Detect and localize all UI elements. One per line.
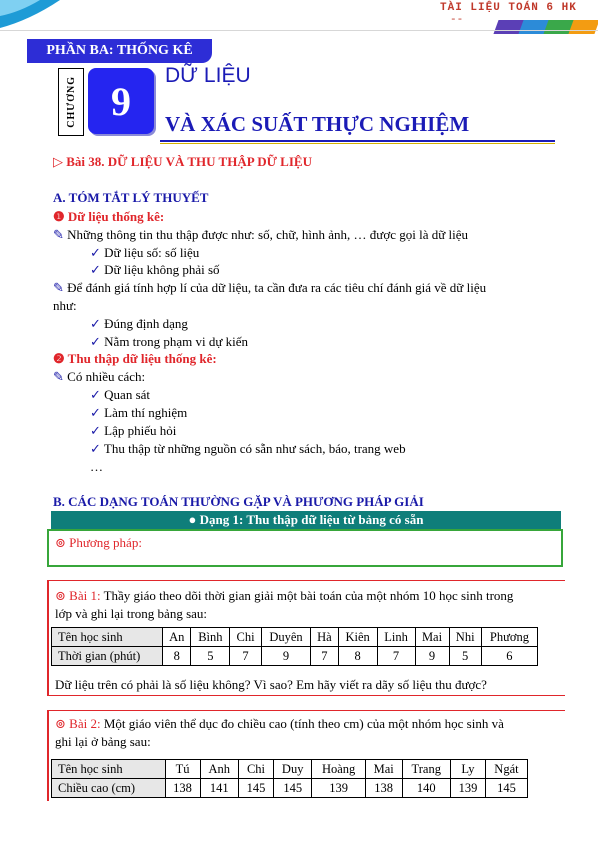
check-icon: ✓ bbox=[90, 316, 105, 331]
table-cell: 141 bbox=[200, 779, 238, 798]
item2-title: ❷ Thu thập dữ liệu thống kê: bbox=[53, 351, 217, 366]
table-cell: Hoàng bbox=[312, 760, 365, 779]
table-cell: Mai bbox=[365, 760, 402, 779]
number-two-icon: ❷ bbox=[53, 351, 68, 366]
chapter-number: 9 bbox=[88, 68, 154, 134]
check-item: ✓ Dữ liệu số: số liệu bbox=[90, 245, 200, 260]
exercise-1-question: Dữ liệu trên có phải là số liệu không? Vì sao? Em hãy viết ra dãy số liệu thu được? bbox=[55, 677, 487, 692]
table-cell: Tú bbox=[165, 760, 200, 779]
check-item: ✓ Lập phiếu hỏi bbox=[90, 423, 177, 438]
table-cell: Linh bbox=[377, 628, 415, 647]
section-b-heading: B. CÁC DẠNG TOÁN THƯỜNG GẶP VÀ PHƯƠNG PHÁP GIẢI bbox=[53, 494, 424, 509]
method-label: ⊚ Phương pháp: bbox=[55, 535, 142, 550]
table-cell: 7 bbox=[311, 647, 338, 666]
table-cell-head: Tên học sinh bbox=[52, 628, 163, 647]
table-row bbox=[52, 760, 528, 779]
table-cell: 138 bbox=[365, 779, 402, 798]
table-cell: Mai bbox=[415, 628, 449, 647]
title-underline bbox=[160, 140, 555, 142]
table-cell: 7 bbox=[377, 647, 415, 666]
table-cell: Trang bbox=[402, 760, 450, 779]
exercise-2-table bbox=[51, 759, 528, 798]
table-cell: 138 bbox=[165, 779, 200, 798]
table-cell: Ly bbox=[450, 760, 485, 779]
corner-decoration bbox=[0, 0, 80, 30]
table-cell: Chi bbox=[230, 628, 262, 647]
exercise-2-text: ⊚ Bài 2: Một giáo viên thể dục đo chiều cao (tính theo cm) của một nhóm học sinh và bbox=[55, 716, 504, 731]
part-banner: PHẦN BA: THỐNG KÊ bbox=[27, 39, 212, 63]
table-cell: 8 bbox=[338, 647, 377, 666]
table-cell: 145 bbox=[238, 779, 273, 798]
series-dashes: -- bbox=[450, 14, 464, 26]
table-row bbox=[52, 628, 538, 647]
item1-text: ✎ Những thông tin thu thập được như: số, chữ, hình ảnh, … được gọi là dữ liệu bbox=[53, 227, 468, 242]
table-cell: Chi bbox=[238, 760, 273, 779]
table-cell: 9 bbox=[261, 647, 310, 666]
table-cell: Duyên bbox=[261, 628, 310, 647]
table-cell: 9 bbox=[415, 647, 449, 666]
check-item: ✓ Dữ liệu không phải số bbox=[90, 262, 220, 277]
table-cell-head: Chiều cao (cm) bbox=[52, 779, 166, 798]
check-item: ✓ Nằm trong phạm vi dự kiến bbox=[90, 334, 249, 349]
ellipsis: … bbox=[90, 459, 103, 474]
item2-text: ✎ Có nhiều cách: bbox=[53, 369, 146, 384]
item1-text2: ✎ Để đánh giá tính hợp lí của dữ liệu, ta cần đưa ra các tiêu chí đánh giá về dữ liệu bbox=[53, 280, 487, 295]
chapter-label: CHƯƠNG bbox=[58, 68, 84, 136]
table-cell: Nhi bbox=[449, 628, 481, 647]
table-cell: Duy bbox=[273, 760, 311, 779]
table-cell: Hà bbox=[311, 628, 338, 647]
check-icon: ✓ bbox=[90, 262, 105, 277]
table-cell: Bình bbox=[191, 628, 230, 647]
check-item: ✓ Thu thập từ những nguồn có sẵn như sách, báo, trang web bbox=[90, 441, 406, 456]
check-icon: ✓ bbox=[90, 405, 105, 420]
series-title: TÀI LIỆU TOÁN 6 HK bbox=[440, 2, 577, 14]
table-cell: 5 bbox=[449, 647, 481, 666]
table-cell: 7 bbox=[230, 647, 262, 666]
exercise-1-table bbox=[51, 627, 538, 666]
table-cell: An bbox=[163, 628, 191, 647]
table-cell-head: Thời gian (phút) bbox=[52, 647, 163, 666]
spiral-icon: ⊚ bbox=[55, 716, 70, 731]
check-icon: ✓ bbox=[90, 245, 105, 260]
chapter-title-line2: VÀ XÁC SUẤT THỰC NGHIỆM bbox=[165, 112, 470, 136]
check-icon: ✓ bbox=[90, 387, 105, 402]
table-cell: Phương bbox=[481, 628, 537, 647]
pencil-icon: ✎ bbox=[53, 227, 68, 242]
check-item: ✓ Làm thí nghiệm bbox=[90, 405, 188, 420]
spiral-icon: ⊚ bbox=[55, 535, 70, 550]
table-cell: 145 bbox=[485, 779, 527, 798]
header-divider bbox=[0, 30, 598, 31]
spiral-icon: ⊚ bbox=[55, 588, 70, 603]
triangle-icon: ▷ bbox=[53, 154, 67, 169]
color-tag-orange bbox=[568, 20, 598, 34]
number-one-icon: ❶ bbox=[53, 209, 68, 224]
title-underline-gold bbox=[160, 143, 555, 144]
form-1-banner: ● Dạng 1: Thu thập dữ liệu từ bảng có sẵn bbox=[51, 511, 561, 529]
chapter-title-line1: DỮ LIỆU bbox=[165, 64, 251, 87]
exercise-1-text: ⊚ Bài 1: Thầy giáo theo dõi thời gian giải một bài toán của một nhóm 10 học sinh trong bbox=[55, 588, 514, 603]
pencil-icon: ✎ bbox=[53, 369, 68, 384]
lesson-title: ▷ Bài 38. DỮ LIỆU VÀ THU THẬP DỮ LIỆU bbox=[53, 154, 312, 169]
exercise-1-text-cont: lớp và ghi lại trong bảng sau: bbox=[55, 606, 208, 621]
table-cell: 6 bbox=[481, 647, 537, 666]
check-icon: ✓ bbox=[90, 441, 104, 456]
check-icon: ✓ bbox=[90, 334, 105, 349]
table-cell: Anh bbox=[200, 760, 238, 779]
table-cell: 140 bbox=[402, 779, 450, 798]
table-row bbox=[52, 647, 538, 666]
exercise-2-text-cont: ghi lại ở bảng sau: bbox=[55, 734, 151, 749]
table-cell: 145 bbox=[273, 779, 311, 798]
item1-title: ❶ Dữ liệu thống kê: bbox=[53, 209, 165, 224]
table-cell: Ngát bbox=[485, 760, 527, 779]
table-cell: 139 bbox=[312, 779, 365, 798]
table-cell: 5 bbox=[191, 647, 230, 666]
check-item: ✓ Quan sát bbox=[90, 387, 151, 402]
table-cell-head: Tên học sinh bbox=[52, 760, 166, 779]
item1-text2-cont: như: bbox=[53, 298, 77, 313]
pencil-icon: ✎ bbox=[53, 280, 68, 295]
section-a-heading: A. TÓM TẮT LÝ THUYẾT bbox=[53, 190, 209, 205]
table-cell: 139 bbox=[450, 779, 485, 798]
table-row bbox=[52, 779, 528, 798]
dot-icon: ● bbox=[188, 512, 200, 527]
table-cell: 8 bbox=[163, 647, 191, 666]
table-cell: Kiên bbox=[338, 628, 377, 647]
check-icon: ✓ bbox=[90, 423, 105, 438]
check-item: ✓ Đúng định dạng bbox=[90, 316, 188, 331]
